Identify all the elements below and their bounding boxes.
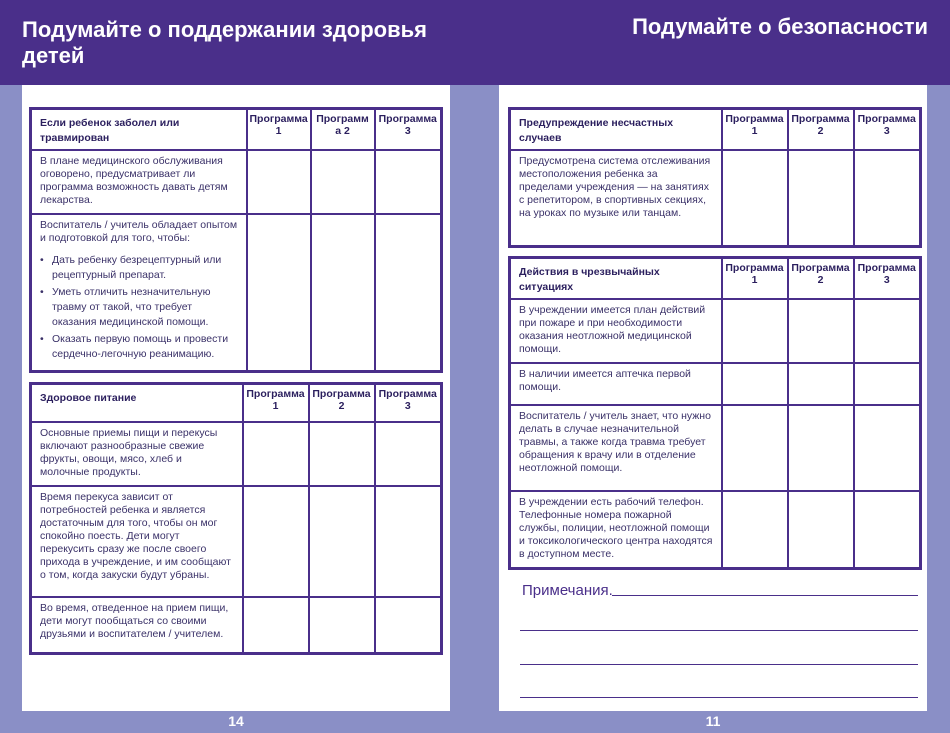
check-cell[interactable] [722, 405, 788, 491]
check-cell[interactable] [309, 422, 375, 486]
checklist-row: В учреждении есть рабочий телефон. Телефонные номера пожарной службы, полиции, неотложной помощи и токсикологического центра находятся в доступном месте. [510, 491, 722, 569]
check-cell[interactable] [243, 486, 309, 597]
program-3-header: Программа 3 [375, 384, 442, 422]
check-cell[interactable] [854, 150, 921, 246]
check-cell[interactable] [243, 597, 309, 654]
check-cell[interactable] [854, 491, 921, 569]
check-cell[interactable] [788, 150, 854, 246]
check-cell[interactable] [243, 422, 309, 486]
check-cell[interactable] [854, 363, 921, 405]
check-cell[interactable] [247, 214, 311, 372]
checklist-header: Действия в чрезвычайных ситуациях [510, 258, 722, 300]
checklist-header: Предупреждение несчастных случаев [510, 109, 722, 151]
right-page-title: Подумайте о безопасности [632, 14, 928, 39]
check-cell[interactable] [788, 363, 854, 405]
check-cell[interactable] [788, 405, 854, 491]
notes-area[interactable] [520, 580, 918, 700]
header-banner [0, 0, 950, 85]
checklist-row [31, 214, 247, 372]
skills-list [40, 253, 238, 362]
left-page-title: Подумайте о поддержании здоровья детей [22, 17, 427, 68]
check-cell[interactable] [309, 486, 375, 597]
checklist-row: Основные приемы пищи и перекусы включают разнообразные свежие фрукты, овощи, мясо, хлеб и молочные продукты. [31, 422, 243, 486]
program-2-header: Программа 2 [309, 384, 375, 422]
check-cell[interactable] [722, 363, 788, 405]
program-1-header: Программа 1 [722, 258, 788, 300]
check-cell[interactable] [375, 422, 442, 486]
check-cell[interactable] [309, 597, 375, 654]
checklist-header: Здоровое питание [31, 384, 243, 422]
program-1-header: Программа 1 [247, 109, 311, 151]
notes-line[interactable] [520, 630, 918, 631]
checklist-header: Если ребенок заболел или травмирован [31, 109, 247, 151]
check-cell[interactable] [854, 299, 921, 363]
check-cell[interactable] [375, 150, 442, 214]
program-1-header: Программа 1 [243, 384, 309, 422]
program-3-header: Программа 3 [375, 109, 442, 151]
checklist-row: В плане медицинского обслуживания оговорено, предусматривает ли программа возможность давать детям лекарства. [31, 150, 247, 214]
checklist-row: Время перекуса зависит от потребностей ребенка и является достаточным для того, чтобы он мог спокойно поесть. Дети могут перекусить сразу же после своего прихода в учреждение, и им сообщают о том, когда закуски будут убраны. [31, 486, 243, 597]
notes-label: Примечания. [522, 582, 613, 599]
checklist-row: Воспитатель / учитель знает, что нужно делать в случае незначительной травмы, а также когда травма требует обращения к врачу или в отделение неотложной помощи. [510, 405, 722, 491]
row-intro: Воспитатель / учитель обладает опытом и подготовкой для того, чтобы: [40, 219, 238, 244]
checklist-row: Предусмотрена система отслеживания местоположения ребенка за пределами учреждения — на занятиях с репетитором, в спортивных секциях, на уроках по музыке или танцам. [510, 150, 722, 246]
emergency-actions-checklist [508, 256, 922, 570]
program-1-header: Программа 1 [722, 109, 788, 151]
check-cell[interactable] [722, 150, 788, 246]
healthy-eating-checklist [29, 382, 443, 655]
checklist-row: В учреждении имеется план действий при пожаре и при необходимости оказания неотложной медицинской помощи. [510, 299, 722, 363]
program-3-header: Программа 3 [854, 258, 921, 300]
right-page-number: 11 [705, 713, 721, 729]
checklist-row: В наличии имеется аптечка первой помощи. [510, 363, 722, 405]
check-cell[interactable] [854, 405, 921, 491]
check-cell[interactable] [311, 214, 375, 372]
check-cell[interactable] [788, 299, 854, 363]
notes-line[interactable] [612, 595, 918, 596]
sick-injured-checklist [29, 107, 443, 373]
check-cell[interactable] [722, 299, 788, 363]
check-cell[interactable] [247, 150, 311, 214]
check-cell[interactable] [311, 150, 375, 214]
program-2-header: Программа 2 [788, 258, 854, 300]
list-item: • Оказать первую помощь и провести сердечно-легочную реанимацию. [40, 332, 238, 362]
list-item: • Дать ребенку безрецептурный или рецептурный препарат. [40, 253, 238, 283]
check-cell[interactable] [788, 491, 854, 569]
notes-line[interactable] [520, 664, 918, 665]
program-2-header: Программа 2 [788, 109, 854, 151]
check-cell[interactable] [375, 486, 442, 597]
list-item: • Уметь отличить незначительную травму от такой, что требует оказания медицинской помощи. [40, 285, 238, 330]
program-2-header: Программ а 2 [311, 109, 375, 151]
accident-prevention-checklist [508, 107, 922, 248]
check-cell[interactable] [375, 214, 442, 372]
program-3-header: Программа 3 [854, 109, 921, 151]
checklist-row: Во время, отведенное на прием пищи, дети могут пообщаться со своими друзьями и воспитателем / учителем. [31, 597, 243, 654]
check-cell[interactable] [722, 491, 788, 569]
left-page-number: 14 [228, 713, 244, 729]
notes-line[interactable] [520, 697, 918, 698]
check-cell[interactable] [375, 597, 442, 654]
